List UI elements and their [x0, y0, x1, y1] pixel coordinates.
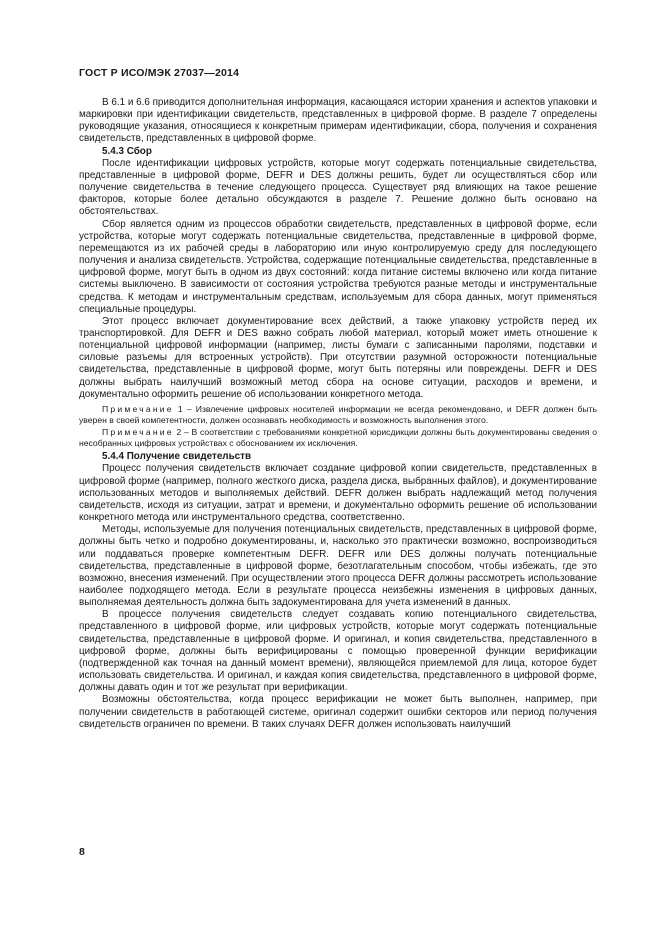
page-number: 8 [79, 846, 85, 858]
note-1 [79, 404, 597, 425]
paragraph-5-4-4-2: Методы, используемые для получения потенциальных свидетельств, представленных в цифровой форме, должны быть четко и подробно документированы, и, насколько это практически возможно, воспроизводиться или поддаваться проверке компетентным DEFR. DEFR или DES должны получать потенциальные свидетельства, представленные в цифровой форме, безотлагательным способом, чтобы избежать, где это возможно, внесения изменений. При осуществлении этого процесса DEFR должны рассмотреть использование наиболее подходящего метода. Если в результате процесса неизбежны изменения в цифровых данных, выполняемая деятельность должна быть задокументирована для учета изменений в данных. [79, 524, 597, 609]
paragraph-5-4-4-3: В процессе получения свидетельств следует создавать копию потенциального свидетельства, представленного в цифровой форме, или цифровых устройств, которые могут содержать потенциальные свидетельства, представленные в цифровой форме. И оригинал, и копия свидетельства, представленного в цифровой форме, должны быть верифицированы с помощью проверенной функции верификации (подтвержденной как точная на данный момент времени), являющейся приемлемой для лица, которое будет использовать свидетельства. И оригинал, и каждая копия свидетельства, представленного в цифровой форме, должны давать один и тот же результат при верификации. [79, 609, 597, 694]
paragraph-5-4-4-4: Возможны обстоятельства, когда процесс верификации не может быть выполнен, например, при получении свидетельств в работающей системе, оригинал содержит ошибки секторов или период получения свидетельств ограничен по времени. В таких случаях DEFR должен использовать наилучший [79, 694, 597, 730]
note-1-label: Примечание [102, 403, 174, 414]
paragraph-intro: В 6.1 и 6.6 приводится дополнительная информация, касающаяся истории хранения и аспектов упаковки и маркировки при идентификации свидетельств, представленных в цифровой форме. В разделе 7 определены руководящие указания, относящиеся к конкретным примерам идентификации, сбора, получения и сохранения свидетельств, представленных в цифровой форме. [79, 97, 597, 145]
note-2-label: Примечание [102, 427, 174, 438]
note-2 [79, 427, 597, 448]
standard-header: ГОСТ Р ИСО/МЭК 27037—2014 [79, 67, 240, 79]
document-body [79, 97, 597, 731]
note-1-text: 1 – Извлечение цифровых носителей информации не всегда рекомендовано, и DEFR должен быть уверен в своей компетентности, должен осознавать необходимость и возможность выполнения этого. [79, 403, 597, 425]
paragraph-5-4-3-1: После идентификации цифровых устройств, которые могут содержать потенциальные свидетельства, представленные в цифровой форме, DEFR и DES должны решить, будет ли осуществляться сбор или получение свидетельства в течение следующего процесса. Существует ряд влияющих на такое решение факторов, которые более детально обсуждаются в разделе 7. Решение должно быть основано на обстоятельствах. [79, 157, 597, 218]
paragraph-5-4-4-1: Процесс получения свидетельств включает создание цифровой копии свидетельств, представленных в цифровой форме (например, полного жесткого диска, раздела диска, выбранных файлов), и документирование использованных методов и выполняемых действий. DEFR должен выбрать надлежащий метод получения свидетельств, исходя из ситуации, затрат и времени, и документально оформить решение об использовании конкретного метода или инструментального средства, соответственно. [79, 463, 597, 524]
paragraph-5-4-3-3: Этот процесс включает документирование всех действий, а также упаковку устройств перед их транспортировкой. Для DEFR и DES важно собрать любой материал, который может иметь отношение к потенциальной цифровой информации (например, листы бумаги с записанными паролями, подставки и силовые разъемы для встроенных устройств). При отсутствии разумной осторожности потенциальные свидетельства, представленные в цифровой форме, могут быть потеряны или повреждены. DEFR и DES должны выбрать наилучший возможный метод сбора на основе ситуации, расходов и времени, и документально оформить решение об использовании конкретного метода. [79, 315, 597, 400]
section-heading-5-4-3: 5.4.3 Сбор [102, 145, 152, 157]
section-heading-5-4-4: 5.4.4 Получение свидетельств [102, 451, 252, 463]
note-2-text: 2 – В соответствии с требованиями конкретной юрисдикции должны быть документированы сведения о несобранных цифровых устройствах с обоснованием их исключения. [79, 427, 597, 448]
paragraph-5-4-3-2: Сбор является одним из процессов обработки свидетельств, представленных в цифровой форме, если устройства, которые могут содержать потенциальные свидетельства, представленные в цифровой форме, перемещаются из их рабочей среды в лабораторию или иную контролируемую среду для последующего получения и анализа свидетельств. Устройства, содержащие потенциальные свидетельства, представленные в цифровой форме, могут быть в одном из двух состояний: когда питание системы включено или когда питание системы выключено. В зависимости от состояния устройства требуются разные методы и инструментальные средства. К методам и инструментальным средствам, используемым для сбора данных, могут применяться специальные процедуры. [79, 218, 597, 315]
